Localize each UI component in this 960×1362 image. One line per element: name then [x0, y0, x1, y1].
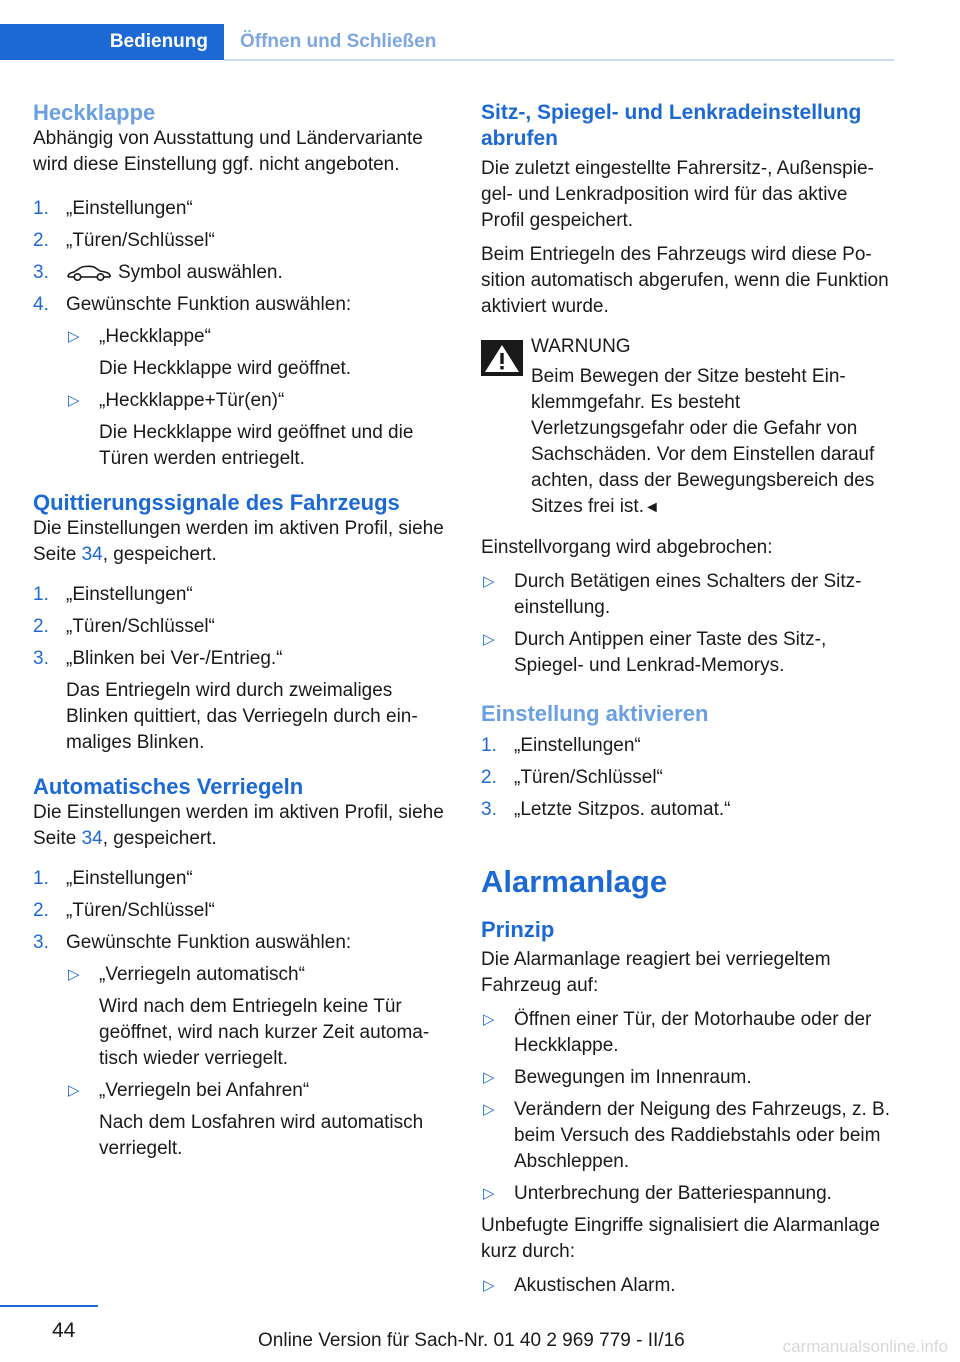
- online-version-note: Online Version für Sach-Nr. 01 40 2 969 779 - II/16: [258, 1330, 685, 1351]
- page-link[interactable]: 34: [81, 828, 103, 849]
- auto-steps: [33, 866, 451, 1162]
- option-desc: Nach dem Losfahren wird automatisch verriegelt.: [99, 1112, 424, 1159]
- page-number: 44: [52, 1319, 76, 1342]
- list-item: [33, 260, 451, 286]
- step-number: 2.: [33, 616, 49, 637]
- step-desc: Das Entriegeln wird durch zweimaliges Blinken quittiert, das Verriegeln durch einmaliges Blinken.: [66, 680, 418, 753]
- alarm-outro: Unbefugte Eingriffe signalisiert die Alarmanlage kurz durch:: [481, 1215, 880, 1262]
- step-text: „Blinken bei Ver-/Entrieg.“: [66, 648, 283, 669]
- heading-quittierung: Quittierungssignale des Fahrzeugs: [33, 490, 400, 515]
- step-number: 3.: [33, 262, 49, 283]
- alarm-intro: Die Alarmanlage reagiert bei verriegeltem Fahrzeug auf:: [481, 949, 831, 996]
- triangle-bullet-icon: ▷: [483, 1011, 495, 1028]
- triangle-bullet-icon: ▷: [68, 966, 80, 983]
- list-text: Unterbrechung der Batteriespannung.: [514, 1183, 832, 1204]
- list-text: Öffnen einer Tür, der Motorhaube oder der Heckklappe.: [514, 1009, 872, 1056]
- step-number: 4.: [33, 294, 49, 315]
- list-text: Bewegungen im Innenraum.: [514, 1067, 752, 1088]
- list-item: [33, 646, 451, 756]
- triangle-bullet-icon: ▷: [483, 573, 495, 590]
- quittierung-intro: Die Einstellungen werden im aktiven Profil, siehe Seite 34, gespeichert.: [33, 518, 444, 565]
- page-number-rule: [0, 1305, 98, 1307]
- list-text: Durch Antippen einer Taste des Sitz-, Spiegel- und Lenkrad-Memorys.: [514, 629, 827, 676]
- header-divider: [224, 59, 894, 61]
- option-label: „Verriegeln bei Anfahren“: [99, 1080, 310, 1101]
- heckklappe-intro: Abhängig von Ausstattung und Ländervariante wird diese Einstellung ggf. nicht angeboten.: [33, 128, 423, 175]
- list-item: [481, 569, 896, 621]
- alarm-outro-list: [481, 1273, 896, 1299]
- aktivieren-steps: [481, 733, 896, 823]
- list-item: [481, 797, 896, 823]
- end-marker-icon: ◄: [643, 499, 660, 516]
- step-number: 1.: [33, 868, 49, 889]
- option-label: „Verriegeln automatisch“: [99, 964, 305, 985]
- step-text: Gewünschte Funktion auswählen:: [66, 294, 352, 315]
- page-link[interactable]: 34: [81, 544, 103, 565]
- step-text: „Letzte Sitzpos. automat.“: [514, 799, 731, 820]
- step-number: 2.: [481, 767, 497, 788]
- abort-list: [481, 569, 896, 679]
- option-desc: Die Heckklappe wird geöffnet.: [99, 358, 352, 379]
- step-number: 2.: [33, 230, 49, 251]
- tab-oeffnen-schliessen[interactable]: Öffnen und Schließen: [240, 31, 437, 52]
- triangle-bullet-icon: ▷: [483, 631, 495, 648]
- option-desc: Die Heckklappe wird geöffnet und die Türen werden entriegelt.: [99, 422, 414, 469]
- list-item: [33, 292, 451, 472]
- tab-bedienung[interactable]: Bedienung: [0, 24, 224, 60]
- step-number: 3.: [33, 932, 49, 953]
- triangle-bullet-icon: ▷: [68, 392, 80, 409]
- step-text: Gewünschte Funktion auswählen:: [66, 932, 352, 953]
- list-item: [481, 765, 896, 791]
- right-column: [481, 100, 896, 1305]
- step-text: „Türen/Schlüssel“: [66, 900, 215, 921]
- auto-options: [66, 962, 451, 1162]
- heckklappe-steps: [33, 196, 451, 472]
- list-item: [481, 733, 896, 759]
- list-text: Verändern der Neigung des Fahrzeugs, z. B. beim Versuch des Raddiebstahls oder beim Abschleppen.: [514, 1099, 891, 1172]
- step-text: „Türen/Schlüssel“: [66, 230, 215, 251]
- step-number: 2.: [33, 900, 49, 921]
- quittierung-steps: [33, 582, 451, 756]
- heckklappe-options: [66, 324, 451, 472]
- step-text: „Türen/Schlüssel“: [66, 616, 215, 637]
- warning-box: [481, 334, 896, 521]
- heading-heckklappe: Heckklappe: [33, 100, 156, 125]
- step-number: 3.: [481, 799, 497, 820]
- list-item: [66, 388, 451, 472]
- abort-intro: Einstellvorgang wird abgebrochen:: [481, 537, 773, 558]
- alarm-list: [481, 1007, 896, 1207]
- step-number: 1.: [33, 198, 49, 219]
- list-item: [481, 1007, 896, 1059]
- watermark: carmanualsonline.info: [782, 1337, 948, 1356]
- list-item: [481, 1181, 896, 1207]
- warning-title: WARNUNG: [531, 336, 631, 357]
- heading-sitz-abrufen: Sitz-, Spiegel- und Lenkradeinstellung abrufen: [481, 101, 862, 150]
- left-column: [33, 100, 451, 1168]
- list-item: [481, 1097, 896, 1175]
- list-item: [33, 930, 451, 1162]
- heading-alarmanlage: Alarmanlage: [481, 864, 668, 899]
- list-item: [481, 1065, 896, 1091]
- list-item: [66, 1078, 451, 1162]
- heading-auto-verriegeln: Automatisches Verriegeln: [33, 774, 304, 799]
- step-text: „Einstellungen“: [66, 198, 193, 219]
- step-number: 3.: [33, 648, 49, 669]
- auto-intro: Die Einstellungen werden im aktiven Profil, siehe Seite 34, gespeichert.: [33, 802, 444, 849]
- sitz-p1: Die zuletzt eingestellte Fahrersitz-, Außenspiegel- und Lenkradposition wird für das aktive Profil gespeichert.: [481, 158, 874, 231]
- triangle-bullet-icon: ▷: [483, 1185, 495, 1202]
- list-item: [33, 582, 451, 608]
- list-item: [33, 196, 451, 222]
- list-item: [481, 627, 896, 679]
- list-item: [33, 866, 451, 892]
- warning-triangle-icon: [481, 340, 523, 376]
- step-text: „Einstellungen“: [66, 868, 193, 889]
- option-label: „Heckklappe+Tür(en)“: [99, 390, 285, 411]
- step-text: „Türen/Schlüssel“: [514, 767, 663, 788]
- option-label: „Heckklappe“: [99, 326, 211, 347]
- triangle-bullet-icon: ▷: [483, 1101, 495, 1118]
- triangle-bullet-icon: ▷: [68, 1082, 80, 1099]
- list-item: [33, 614, 451, 640]
- heading-prinzip: Prinzip: [481, 917, 555, 942]
- triangle-bullet-icon: ▷: [68, 328, 80, 345]
- car-icon: [66, 264, 112, 282]
- list-text: Akustischen Alarm.: [514, 1275, 676, 1296]
- list-item: [66, 324, 451, 382]
- step-text: Symbol auswählen.: [118, 262, 283, 283]
- list-item: [33, 898, 451, 924]
- triangle-bullet-icon: ▷: [483, 1069, 495, 1086]
- step-number: 1.: [33, 584, 49, 605]
- triangle-bullet-icon: ▷: [483, 1277, 495, 1294]
- step-text: „Einstellungen“: [514, 735, 641, 756]
- step-number: 1.: [481, 735, 497, 756]
- warning-text: Beim Bewegen der Sitze besteht Einklemmgefahr. Es besteht Verletzungsgefahr oder die Gefahr von Sachschäden. Vor dem Einstellen darauf achten, dass der Bewegungsbereich des Sitzes frei ist.◄: [531, 366, 875, 517]
- list-item: [66, 962, 451, 1072]
- step-text: „Einstellungen“: [66, 584, 193, 605]
- heading-einstellung-aktivieren: Einstellung aktivieren: [481, 701, 709, 726]
- option-desc: Wird nach dem Entriegeln keine Tür geöffnet, wird nach kurzer Zeit automatisch wieder verriegelt.: [99, 996, 430, 1069]
- list-item: [33, 228, 451, 254]
- list-text: Durch Betätigen eines Schalters der Sitzeinstellung.: [514, 571, 862, 618]
- list-item: [481, 1273, 896, 1299]
- sitz-p2: Beim Entriegeln des Fahrzeugs wird diese Position automatisch abgerufen, wenn die Funktion aktiviert wurde.: [481, 244, 889, 317]
